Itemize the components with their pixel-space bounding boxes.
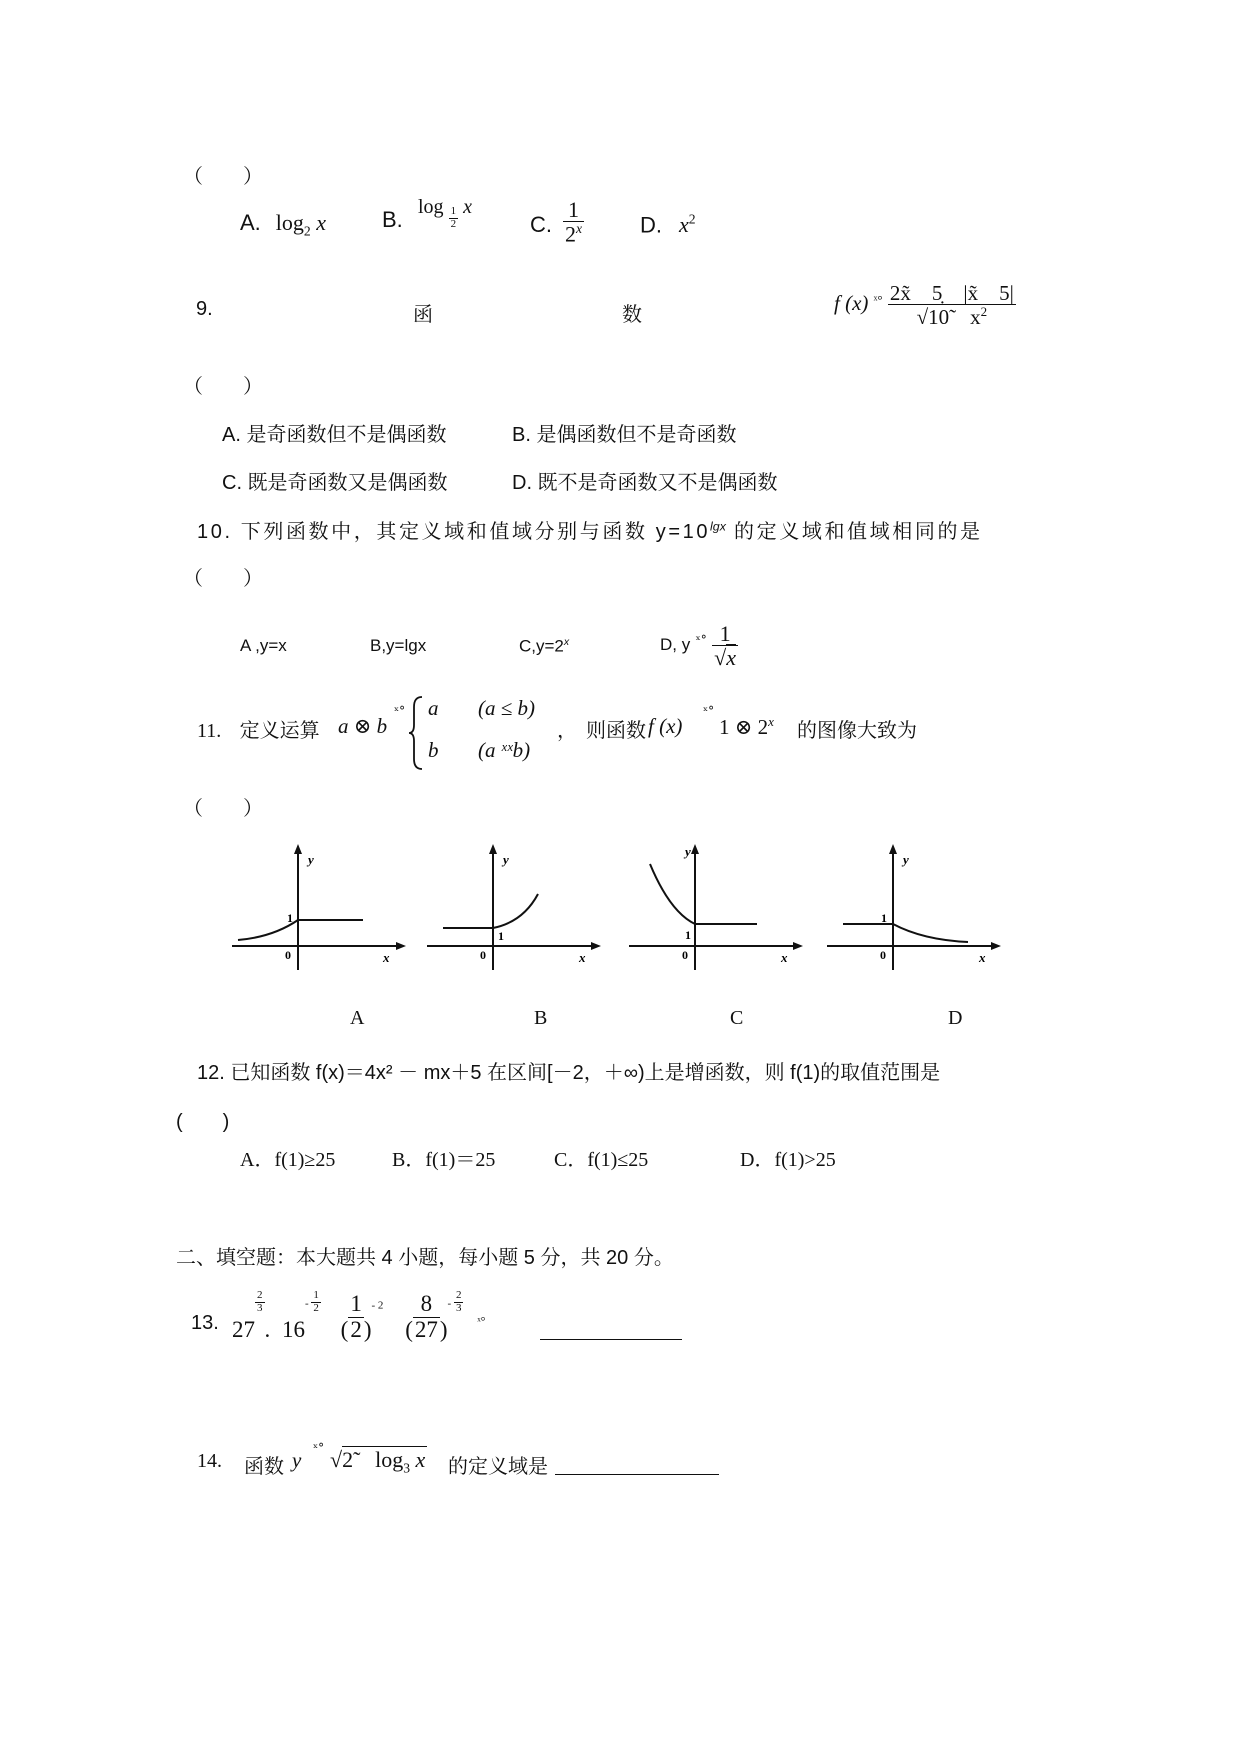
q8-option-a-label: A. [240, 210, 261, 235]
x-label: x [781, 950, 788, 965]
q11-stem-2: 则函数 [586, 720, 646, 742]
one-label: 1 [498, 929, 504, 943]
q12-option-c: C．f(1)≤25 [554, 1149, 649, 1171]
q9-word-2: 数 [622, 304, 642, 326]
q11-stem-3: 的图像大致为 [797, 720, 917, 742]
q9-number: 9. [196, 298, 213, 320]
q8-option-d-expr: $x^2$ [679, 212, 696, 238]
q8-option-c-expr: $\frac{1}{2^x}$ [565, 197, 583, 247]
q10-option-b: B,y=lgx [370, 636, 427, 655]
q8-option-a-expr: $\log_2 x$ [275, 210, 326, 239]
one-label: 1 [881, 911, 887, 925]
origin-label: 0 [285, 948, 291, 962]
y-label: y [903, 852, 909, 867]
q11-stem: 11. 定义运算 [197, 720, 320, 742]
x-label: x [383, 950, 390, 965]
q10-stem: 10. 下列函数中，其定义域和值域分别与函数 $y=10^{lgx}$ 的定义域和值域相同的是 [197, 519, 983, 543]
q13-number: 13. [191, 1312, 219, 1334]
one-label: 1 [685, 928, 691, 942]
q12-option-a: A．f(1)≥25 [240, 1149, 336, 1171]
y-axis-arrow [489, 844, 497, 854]
q11-caption-b: B [534, 1007, 548, 1029]
q9-option-c: C. 既是奇函数又是偶函数 [222, 472, 448, 494]
q14-y: y [292, 1448, 302, 1472]
q8-option-b-expr: log $\frac{1}{2}$ x [418, 196, 472, 230]
y-axis-arrow [294, 844, 302, 854]
q10-option-c: $C,y=2^x$ [519, 636, 570, 656]
q9-word-1: 函 [413, 304, 433, 326]
q9-option-b: B. 是偶函数但不是奇函数 [512, 424, 737, 446]
q9-option-d: D. 既不是奇函数又不是偶函数 [512, 472, 778, 494]
q11-case-2-value: b [428, 738, 439, 762]
q8-option-d [640, 212, 696, 238]
x-label: x [579, 950, 586, 965]
q10-option-d: D, y $^{ˣ^\circ}$ $\frac{1}{√x}$ [660, 621, 736, 671]
q8-option-c-label: C. [530, 212, 552, 237]
section-2-heading: 二、填空题：本大题共 4 小题，每小题 5 分，共 20 分。 [176, 1247, 674, 1269]
q12-answer-paren: ( ) [176, 1111, 230, 1133]
q9-function-expr: f (x) $^{ˣ^\circ}$ $\frac{2x̃ 5̣ |x̃ 5|}{√10̃ x^2}$ [834, 281, 1014, 330]
curve [650, 864, 695, 924]
y-label: y [308, 852, 314, 867]
q11-caption-a: A [350, 1007, 365, 1029]
curve [493, 894, 538, 928]
q11-case-2-condition: (a ˣˣb) [478, 738, 531, 762]
q11-case-1-value: a [428, 696, 439, 720]
q12-stem: 12. 已知函数 f(x)＝4x² － mx＋5 在区间[－2，＋∞)上是增函数，则 f(1)的取值范围是 [197, 1062, 941, 1084]
q11-caption-d: D [948, 1007, 963, 1029]
q14-answer-blank[interactable] [555, 1474, 719, 1475]
one-label: 1 [287, 911, 293, 925]
origin-label: 0 [880, 948, 886, 962]
x-label: x [979, 950, 986, 965]
q11-graph-b [423, 842, 603, 972]
q11-function: f (x) [648, 714, 683, 738]
q11-graph-d [823, 842, 1003, 972]
q14-eq-symbol: ˣ° [313, 1441, 325, 1455]
q10-answer-paren: （ ） [183, 568, 263, 590]
q8-answer-paren: （ ） [183, 166, 263, 188]
q11-graph-a [228, 842, 408, 972]
y-axis-arrow [691, 844, 699, 854]
q8-choices [240, 210, 326, 239]
y-axis-arrow [889, 844, 897, 854]
q11-answer-paren: （ ） [183, 798, 263, 820]
q12-option-b: B．f(1)＝25 [392, 1149, 496, 1171]
x-axis-arrow [793, 942, 803, 950]
q11-caption-c: C [730, 1007, 744, 1029]
x-axis-arrow [991, 942, 1001, 950]
q11-operator: a ⊗ b [338, 714, 388, 738]
y-label: y [503, 852, 509, 867]
q8-option-c [530, 212, 552, 238]
y-label: y [685, 844, 691, 859]
q11-expr: 1 ⊗ 2$^x$ [719, 714, 774, 739]
q11-case-1-condition: (a ≤ b) [478, 696, 536, 720]
origin-label: 0 [682, 948, 688, 962]
origin-label: 0 [480, 948, 486, 962]
q11-expr-eq: ˣ° [703, 704, 715, 718]
q8-option-b [382, 207, 403, 233]
q14-root-expr: √2̃ $\log_3 x$ [330, 1447, 426, 1476]
x-axis-arrow [396, 942, 406, 950]
q14-stem-1: 函数 [244, 1456, 284, 1478]
x-axis-arrow [591, 942, 601, 950]
q14-stem-2: 的定义域是 [448, 1456, 548, 1478]
q8-option-b-label: B. [382, 207, 403, 232]
q8-option-d-label: D. [640, 212, 662, 238]
q13-answer-blank[interactable] [540, 1339, 682, 1340]
q13-expression: 27 $\frac{2}{3}$ . 16- $\frac{1}{2}$ ( $\frac{1}{2}$ )$^{- 2}$ ( $\frac{8}{27}$ )- $\frac{2}{3}$ $_{ˣ^\circ}$ [232, 1289, 486, 1342]
q12-option-d: D．f(1)>25 [740, 1149, 836, 1171]
q11-brace [408, 695, 424, 771]
q11-eq-symbol: ˣ° [394, 704, 406, 718]
q11-comma: ， [557, 720, 577, 742]
curve [893, 924, 968, 942]
q11-graph-c [625, 842, 805, 972]
q14-number: 14. [197, 1450, 222, 1472]
q9-answer-paren: （ ） [183, 376, 263, 398]
q9-option-a: A. 是奇函数但不是偶函数 [222, 424, 447, 446]
q10-option-a: A ,y=x [240, 636, 287, 655]
